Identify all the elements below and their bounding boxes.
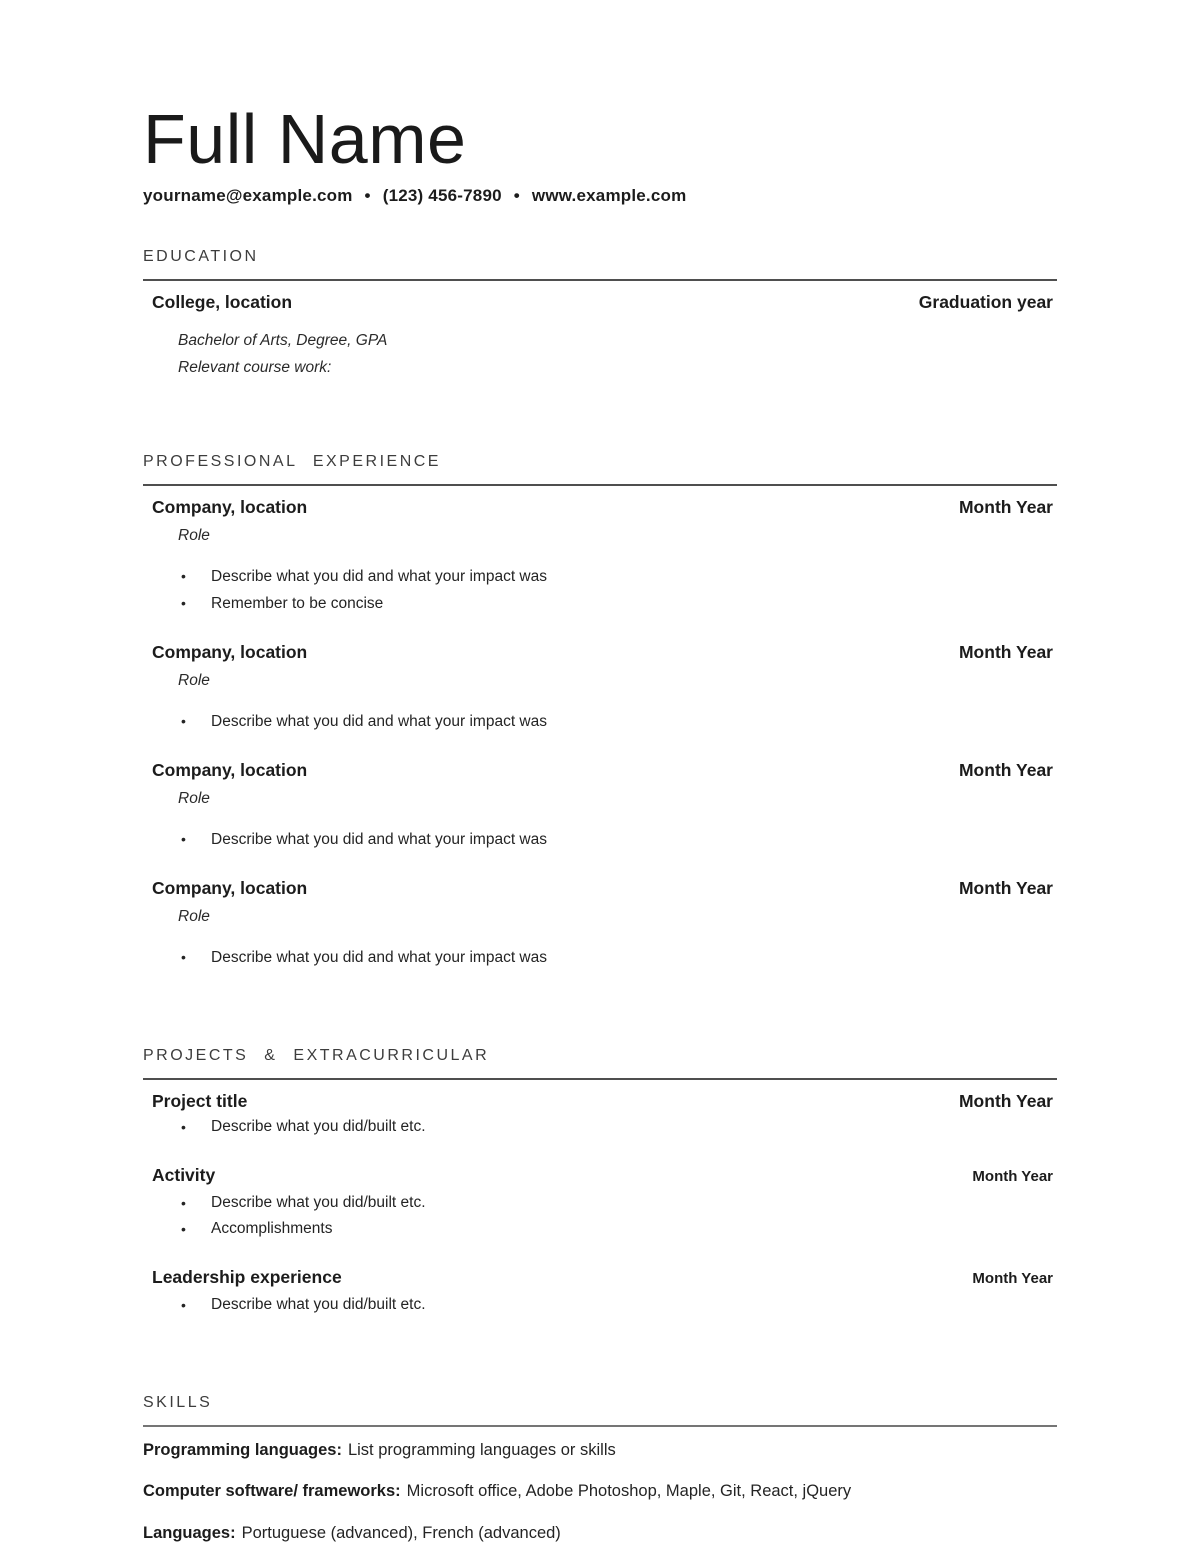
bullet-item	[143, 944, 1057, 971]
skills-value: Portuguese (advanced), French (advanced)	[241, 1524, 561, 1542]
entry-date: Month Year	[958, 1091, 1053, 1111]
bullet-icon: •	[181, 831, 186, 847]
entry-date: Month Year	[958, 642, 1053, 662]
bullet-item	[143, 563, 1057, 590]
entry-date: Month Year	[972, 1270, 1053, 1287]
experience-entry	[143, 759, 1057, 853]
section-rule	[143, 279, 1057, 281]
education-title: College, location	[152, 292, 293, 312]
skills-label: Computer software/ frameworks:	[143, 1482, 401, 1500]
section-experience	[143, 453, 1057, 971]
activity-title: Activity	[152, 1165, 216, 1185]
bullet-item	[143, 1114, 1057, 1140]
role-label: Role	[178, 790, 210, 807]
project-entry	[143, 1164, 1057, 1242]
experience-entry	[143, 877, 1057, 971]
section-rule	[143, 1425, 1057, 1427]
section-label-education: EDUCATION	[143, 248, 259, 265]
skills-label: Programming languages:	[143, 1441, 342, 1459]
section-rule	[143, 1078, 1057, 1080]
role-label: Role	[178, 527, 210, 544]
bullet-text: Accomplishments	[211, 1220, 333, 1237]
contact-phone: (123) 456-7890	[382, 186, 502, 205]
section-label-projects: PROJECTS & EXTRACURRICULAR	[143, 1047, 490, 1064]
bullet-item	[143, 708, 1057, 735]
bullet-item	[143, 590, 1057, 617]
separator-dot-icon: •	[364, 186, 371, 205]
project-entry	[143, 1266, 1057, 1318]
project-title: Project title	[152, 1091, 248, 1111]
bullet-icon: •	[181, 1195, 186, 1211]
separator-dot-icon: •	[513, 186, 520, 205]
section-education	[143, 248, 1057, 381]
leadership-title: Leadership experience	[152, 1267, 342, 1287]
skills-item	[143, 1439, 1057, 1461]
contact-website: www.example.com	[531, 186, 687, 205]
company-title: Company, location	[152, 642, 308, 662]
bullet-text: Describe what you did and what your impact was	[211, 831, 547, 848]
education-entry	[143, 291, 1057, 381]
role-label: Role	[178, 672, 210, 689]
contact-email: yourname@example.com	[143, 186, 353, 205]
education-date: Graduation year	[918, 292, 1053, 312]
skills-value: Microsoft office, Adobe Photoshop, Maple, Git, React, jQuery	[406, 1482, 852, 1500]
bullet-icon: •	[181, 1119, 186, 1135]
bullet-item	[143, 1190, 1057, 1216]
bullet-icon: •	[181, 713, 186, 729]
company-title: Company, location	[152, 760, 308, 780]
bullet-text: Describe what you did/built etc.	[211, 1296, 426, 1313]
section-skills	[143, 1394, 1057, 1544]
bullet-icon: •	[181, 1297, 186, 1313]
bullet-icon: •	[181, 1221, 186, 1237]
company-title: Company, location	[152, 497, 308, 517]
entry-date: Month Year	[972, 1168, 1053, 1185]
project-entry	[143, 1090, 1057, 1140]
section-rule	[143, 484, 1057, 486]
skills-item	[143, 1522, 1057, 1544]
skills-item	[143, 1480, 1057, 1502]
section-label-skills: SKILLS	[143, 1394, 213, 1411]
bullet-text: Describe what you did and what your impact was	[211, 949, 547, 966]
degree-line: Bachelor of Arts, Degree, GPA	[178, 332, 388, 349]
role-label: Role	[178, 908, 210, 925]
entry-date: Month Year	[958, 760, 1053, 780]
bullet-icon: •	[181, 595, 186, 611]
coursework-line: Relevant course work:	[178, 359, 332, 376]
bullet-text: Describe what you did and what your impact was	[211, 568, 547, 585]
company-title: Company, location	[152, 878, 308, 898]
bullet-item	[143, 826, 1057, 853]
skills-label: Languages:	[143, 1524, 236, 1542]
skills-value: List programming languages or skills	[347, 1441, 616, 1459]
entry-date: Month Year	[958, 497, 1053, 517]
bullet-text: Remember to be concise	[211, 595, 384, 612]
bullet-text: Describe what you did/built etc.	[211, 1194, 426, 1211]
bullet-text: Describe what you did/built etc.	[211, 1118, 426, 1135]
bullet-item	[143, 1216, 1057, 1242]
contact-line	[143, 186, 1057, 206]
bullet-icon: •	[181, 568, 186, 584]
full-name-title: Full Name	[143, 100, 467, 178]
section-projects	[143, 1047, 1057, 1318]
experience-entry	[143, 496, 1057, 617]
bullet-item	[143, 1292, 1057, 1318]
experience-entry	[143, 641, 1057, 735]
bullet-icon: •	[181, 949, 186, 965]
entry-date: Month Year	[958, 878, 1053, 898]
bullet-text: Describe what you did and what your impact was	[211, 713, 547, 730]
section-label-experience: PROFESSIONAL EXPERIENCE	[143, 453, 441, 470]
